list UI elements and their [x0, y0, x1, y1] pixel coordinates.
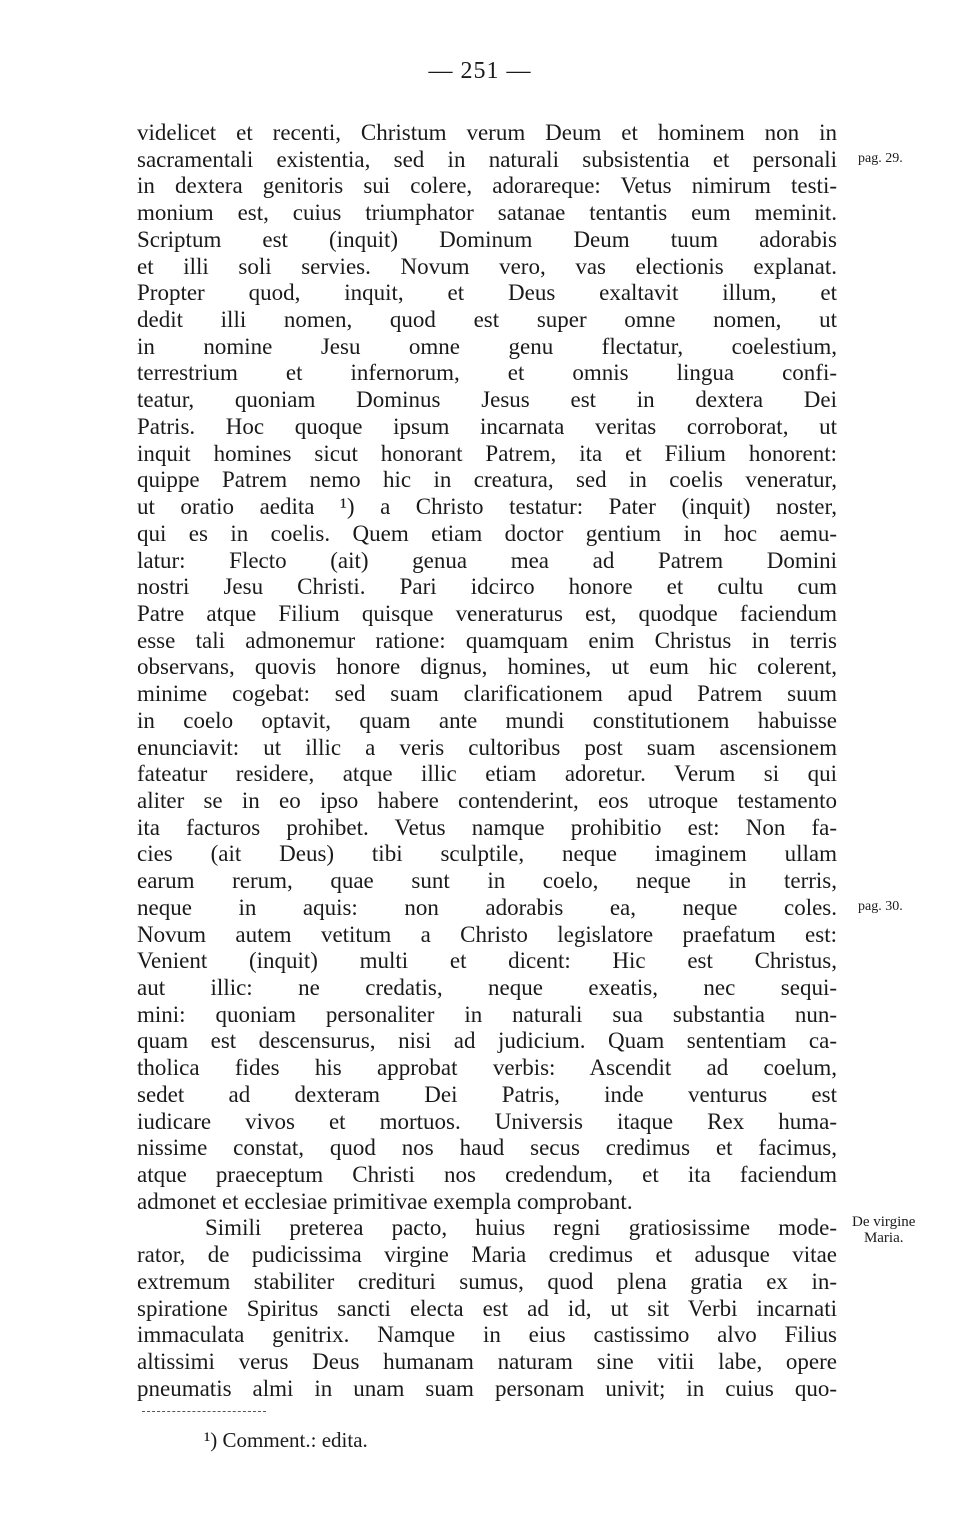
margin-note-line: Maria.: [863, 1230, 904, 1246]
text-line: earum rerum, quae sunt in coelo, neque in terris,: [137, 868, 837, 894]
text-line: quam est descensurus, nisi ad judicium. Quam sententiam ca-: [137, 1028, 837, 1054]
text-line: altissimi verus Deus humanam naturam sine vitii labe, opere: [137, 1349, 837, 1375]
text-line: Propter quod, inquit, et Deus exaltavit illum, et: [137, 280, 837, 306]
text-line: neque in aquis: non adorabis ea, neque coles.: [137, 894, 837, 920]
text-line: tholica fides his approbat verbis: Ascendit ad coelum,: [137, 1055, 837, 1081]
text-line: Scriptum est (inquit) Dominum Deum tuum adorabis: [137, 226, 837, 252]
footnote: [204, 1428, 368, 1452]
text-line: teatur, quoniam Dominus Jesus est in dextera Dei: [137, 387, 837, 413]
text-line: Novum autem vetitum a Christo legislatore praefatum est:: [137, 921, 837, 947]
text-line: Patris. Hoc quoque ipsum incarnata veritas corroborat, ut: [137, 413, 837, 439]
text-line: in nomine Jesu omne genu flectatur, coelestium,: [137, 333, 837, 359]
page-number: — 251 —: [428, 58, 532, 84]
text-line: minime cogebat: sed suam clarificationem apud Patrem suum: [137, 681, 837, 707]
text-line: latur: Flecto (ait) genua mea ad Patrem Domini: [137, 547, 837, 573]
text-line: qui es in coelis. Quem etiam doctor gentium in hoc aemu-: [137, 520, 837, 546]
text-line: mini: quoniam personaliter in naturali sua substantia nun-: [137, 1001, 837, 1027]
text-line: fateatur residere, atque illic etiam adoretur. Verum si qui: [137, 761, 837, 787]
main-text-block: [137, 120, 837, 1403]
text-line: aliter se in eo ipso habere contenderint, eos utroque testamento: [137, 787, 837, 813]
text-line: spiratione Spiritus sancti electa est ad id, ut sit Verbi incarnati: [137, 1295, 837, 1321]
text-line: dedit illi nomen, quod est super omne nomen, ut: [137, 307, 837, 333]
text-line: monium est, cuius triumphator satanae tentantis eum meminit.: [137, 200, 837, 226]
text-line: et illi soli servies. Novum vero, vas electionis explanat.: [137, 253, 837, 279]
text-line: cies (ait Deus) tibi sculptile, neque imaginem ullam: [137, 841, 837, 867]
text-line: rator, de pudicissima virgine Maria credimus et adusque vitae: [137, 1242, 837, 1268]
text-line: admonet et ecclesiae primitivae exempla comprobant.: [137, 1188, 633, 1214]
text-line: inquit homines sicut honorant Patrem, ita et Filium honorent:: [137, 440, 837, 466]
text-line: ita facturos prohibet. Vetus namque prohibitio est: Non fa-: [137, 814, 837, 840]
text-line: enunciavit: ut illic a veris cultoribus post suam ascensionem: [137, 734, 837, 760]
text-line: videlicet et recenti, Christum verum Deum et hominem non in: [137, 120, 837, 145]
text-line: nostri Jesu Christi. Pari idcirco honore et cultu cum: [137, 574, 837, 600]
text-line: sacramentali existentia, sed in naturali subsistentia et personali: [137, 146, 837, 172]
margin-note-de-virgine: [852, 1214, 915, 1246]
text-line: iudicare vivos et mortuos. Universis itaque Rex huma-: [137, 1108, 837, 1134]
text-line: extremum stabiliter credituri sumus, quod plena gratia ex in-: [137, 1268, 837, 1294]
footnote-divider: [142, 1411, 266, 1412]
text-line: in coelo optavit, quam ante mundi constitutionem habuisse: [137, 707, 837, 733]
text-line: esse tali admonemur ratione: quamquam enim Christus in terris: [137, 627, 837, 653]
text-line: terrestrium et infernorum, et omnis lingua confi-: [137, 360, 837, 386]
text-line: Venient (inquit) multi et dicent: Hic est Christus,: [137, 948, 837, 974]
text-line: atque praeceptum Christi nos credendum, et ita faciendum: [137, 1162, 837, 1188]
text-line: immaculata genitrix. Namque in eius castissimo alvo Filius: [137, 1322, 837, 1348]
margin-note-line: De virgine: [852, 1214, 916, 1230]
text-line: pneumatis almi in unam suam personam univit; in cuius quo-: [137, 1375, 837, 1401]
text-line: ut oratio aedita ¹) a Christo testatur: Pater (inquit) noster,: [137, 494, 837, 520]
text-line: quippe Patrem nemo hic in creatura, sed in coelis veneratur,: [137, 467, 837, 493]
text-line: in dextera genitoris sui colere, adorareque: Vetus nimirum testi-: [137, 173, 837, 199]
text-line: observans, quovis honore dignus, homines, ut eum hic colerent,: [137, 654, 837, 680]
text-line: Simili preterea pacto, huius regni gratiosissime mode-: [205, 1215, 837, 1241]
text-line: Patre atque Filium quisque veneraturus est, quodque faciendum: [137, 600, 837, 626]
footnote-text: Comment.: edita.: [222, 1428, 368, 1452]
text-line: nissime constat, quod nos haud secus credimus et facimus,: [137, 1135, 837, 1161]
margin-note-pag-30: pag. 30.: [858, 899, 903, 914]
text-line: sedet ad dexteram Dei Patris, inde venturus est: [137, 1081, 837, 1107]
margin-note-pag-29: pag. 29.: [858, 151, 903, 166]
footnote-marker: ¹): [204, 1428, 218, 1452]
text-line: aut illic: ne credatis, neque exeatis, nec sequi-: [137, 975, 837, 1000]
